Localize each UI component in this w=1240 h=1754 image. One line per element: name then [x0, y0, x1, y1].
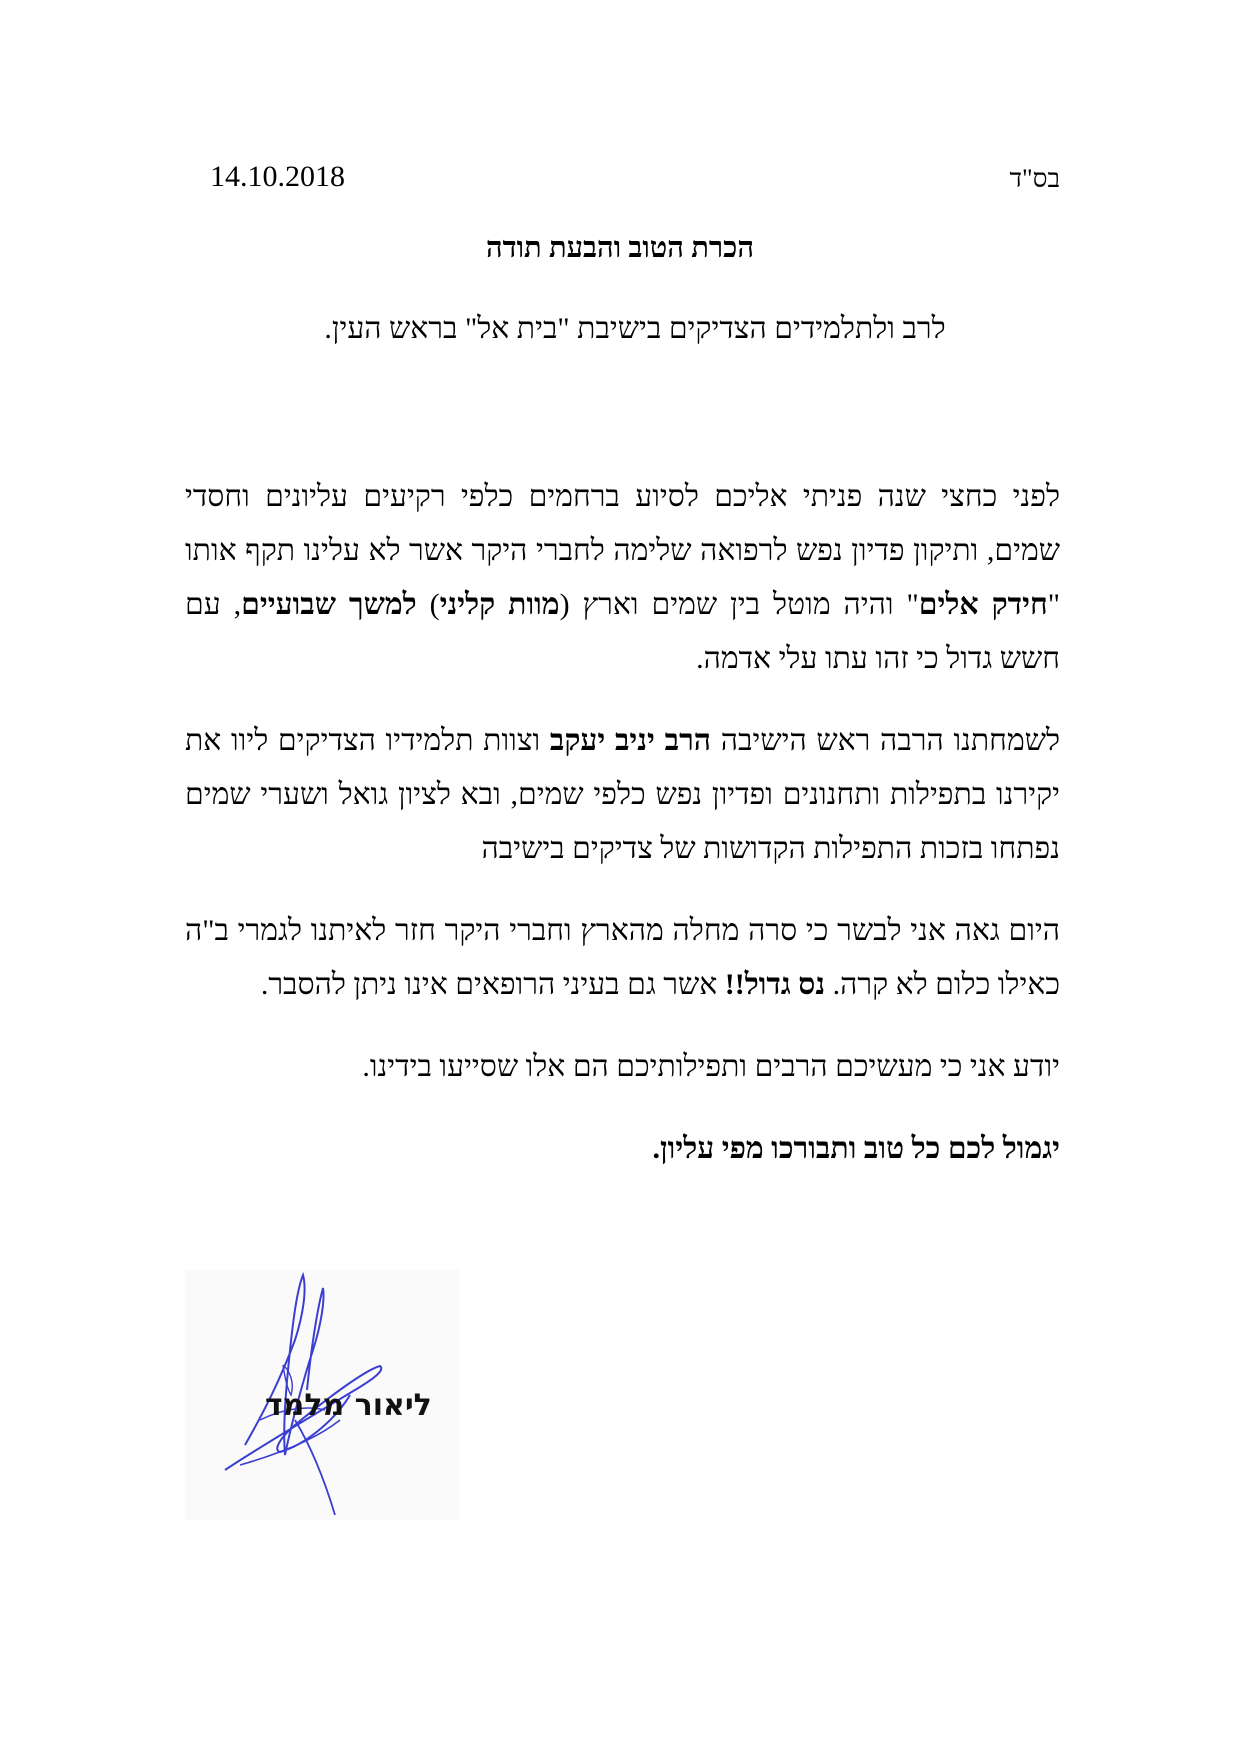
paragraph-2-text-1: לשמחתנו הרבה ראש הישיבה — [711, 724, 1060, 757]
paragraph-1-bold-2: מוות קליני — [439, 588, 560, 621]
paragraph-1-text-1: לפני כחצי שנה פניתי אליכם לסיוע ברחמים כלפי רקיעים עליונים וחסדי שמים, ותיקון פדיון נפש לרפואה שלימה לחברי היקר אשר לא עלינו תקף אותו " — [185, 480, 1060, 621]
paragraph-1-text-3: ) — [416, 588, 440, 621]
paragraph-2 — [185, 714, 1060, 876]
paragraph-3 — [185, 904, 1060, 1012]
paragraph-1-bold-1: חידק אלים — [918, 588, 1048, 621]
paragraph-4: יודע אני כי מעשיכם הרבים ותפילותיכם הם אלו שסייעו בידינו. — [362, 1050, 1060, 1083]
paragraph-1-text-2: " והיה מוטל בין שמים וארץ ( — [559, 588, 919, 621]
signature-name: ליאור מלמד — [265, 1388, 432, 1423]
letter-date: 14.10.2018 — [210, 160, 345, 193]
closing-blessing: יגמול לכם כל טוב ותבורכו מפי עליון. — [652, 1132, 1060, 1165]
paragraph-3-text-2: אשר גם בעיני הרופאים אינו ניתן להסבר. — [260, 968, 725, 1001]
letter-title: הכרת הטוב והבעת תודה — [485, 232, 755, 264]
paragraph-2-text-2: וצוות תלמידיו הצדיקים ליוו את יקירנו בתפילות ותחנונים ופדיון נפש כלפי שמים, ובא לציון גואל ושערי שמים נפתחו בזכות התפילות הקדושות של צדיקים בישיבה — [185, 724, 1060, 865]
letter-recipient: לרב ולתלמידים הצדיקים בישיבת "בית אל" בראש העין. — [324, 312, 946, 345]
letter-header — [210, 160, 1060, 200]
paragraph-3-bold-1: נס גדול!! — [724, 968, 826, 1001]
paragraph-2-bold-1: הרב יניב יעקב — [549, 724, 712, 757]
bsd-marking: בס"ד — [1009, 164, 1060, 193]
paragraph-1-bold-3: למשך שבועיים — [241, 588, 417, 621]
paragraph-1-text-4: , עם חשש גדול כי זהו עתו עלי אדמה. — [185, 588, 1060, 675]
signature-block — [185, 1270, 460, 1520]
paragraph-3-text-1: היום גאה אני לבשר כי סרה מחלה מהארץ וחברי היקר חזר לאיתנו לגמרי ב"ה כאילו כלום לא קרה. — [185, 914, 1060, 1001]
letter-body — [185, 470, 1060, 1204]
paragraph-1 — [185, 470, 1060, 686]
